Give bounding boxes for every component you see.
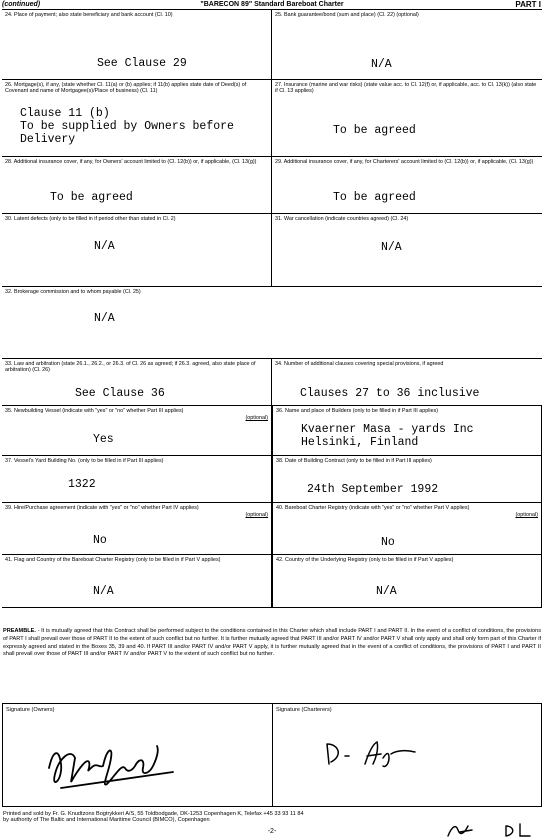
box-34-label: 34. Number of additional clauses covering special provisions, if agreed	[275, 361, 444, 367]
box-27-label: 27. Insurance (marine and war risks) (state value acc. to Cl. 12(f) or, if applicable, acc. to Cl. 13(k)) (also state if Cl. 13 applies)	[275, 82, 537, 95]
owners-signature-label: Signature (Owners)	[6, 707, 55, 713]
box-29-label: 29. Additional insurance cover, if any, for Charterers' account limited to (Cl. 12(b)) or, if applicable, (Cl. 13(g))	[275, 159, 534, 165]
box-41	[2, 555, 272, 608]
box-28-value: To be agreed	[50, 191, 133, 204]
box-24	[2, 10, 272, 79]
row-39-40	[2, 503, 542, 555]
row-33-34	[2, 359, 542, 406]
box-37-label: 37. Vessel's Yard Building No. (only to be filled in if Part III applies)	[5, 458, 164, 464]
box-35-value: Yes	[93, 433, 114, 446]
row-32	[2, 287, 542, 359]
box-30	[2, 214, 272, 286]
box-26-value: Clause 11 (b) To be supplied by Owners before Delivery	[20, 107, 234, 146]
box-38-value: 24th September 1992	[307, 483, 439, 496]
box-41-value: N/A	[93, 585, 114, 598]
box-37	[2, 456, 272, 502]
box-38-label: 38. Date of Building Contract (only to be filled in if Part III applies)	[276, 458, 432, 464]
box-40-label	[276, 505, 538, 518]
box-36-label: 36. Name and place of Builders (only to be filled in if Part III applies)	[276, 408, 439, 414]
box-32	[2, 287, 542, 358]
box-35	[2, 406, 272, 455]
preamble	[3, 628, 541, 659]
box-39-value: No	[93, 534, 107, 547]
box-25-label: 25. Bank guarantee/bond (sum and place) (Cl. 22) (optional)	[275, 12, 419, 18]
charterers-signature-box	[273, 704, 543, 806]
box-29-value: To be agreed	[333, 191, 416, 204]
box-27-value: To be agreed	[333, 124, 416, 137]
box-35-label	[5, 408, 268, 421]
box-30-value: N/A	[94, 240, 115, 253]
box-35-optional: (optional)	[245, 415, 268, 421]
box-36-value: Kvaerner Masa - yards Inc Helsinki, Finland	[301, 423, 474, 449]
row-24-25	[2, 10, 542, 80]
row-26-27	[2, 80, 542, 157]
box-39-label	[5, 505, 268, 518]
box-31-label: 31. War cancellation (indicate countries agreed) (Cl. 24)	[275, 216, 409, 222]
continued-label: (continued)	[2, 1, 41, 8]
preamble-heading: PREAMBLE.	[3, 628, 36, 634]
box-34-value: Clauses 27 to 36 inclusive	[300, 387, 480, 400]
page-number: -2-	[267, 828, 277, 835]
box-27	[272, 80, 542, 156]
box-25-value: N/A	[371, 58, 392, 71]
printer-footer	[3, 811, 304, 824]
box-30-label: 30. Latent defects (only to be filled in if period other than stated in Cl. 2)	[5, 216, 176, 222]
box-33	[2, 359, 272, 405]
charterers-signature-label: Signature (Charterers)	[276, 707, 332, 713]
box-40-value: No	[381, 536, 395, 549]
box-31	[272, 214, 542, 286]
owners-signature	[41, 728, 181, 798]
box-41-label: 41. Flag and Country of the Bareboat Charter Registry (only to be filled in if Part V applies)	[5, 557, 221, 563]
row-41-42	[2, 555, 542, 608]
initials	[440, 818, 540, 840]
box-24-value: See Clause 29	[97, 57, 187, 70]
preamble-text: - It is mutually agreed that this Contract shall be performed subject to the conditions contained in this Charter which shall include PART I and PART II. In the event of a conflict of conditions, the provisions of PART I shall prevail over those of PART II to the extent of such conflict but no further. It is further mutually agreed that PART III and/or PART IV and/or PART V shall only apply and shall only form part of this Charter if expressly agreed and stated in the Boxes 35, 39 and 40. If PART III and/or PART IV and/or PART V apply, it is further mutually agreed that in the event of a conflict of conditions, the provisions of PART I and PART II shall prevail over those of PART III and/or PART IV and/or PART V to the extent of such conflict but no further.	[3, 628, 541, 658]
box-31-value: N/A	[381, 241, 402, 254]
charterers-signature	[323, 734, 433, 774]
box-25	[272, 10, 542, 79]
signature-block	[2, 703, 542, 807]
row-28-29	[2, 157, 542, 214]
box-42-label: 42. Country of the Underlying Registry (only to be filled in if Part V applies)	[276, 557, 454, 563]
box-32-value: N/A	[94, 312, 115, 325]
box-36	[272, 406, 542, 455]
box-35-label-text: 35. Newbuilding Vessel (indicate with "yes" or "no" whether Part III applies)	[5, 408, 184, 414]
form-title: "BARECON 89" Standard Bareboat Charter	[200, 1, 344, 8]
box-37-value: 1322	[68, 478, 96, 491]
row-30-31	[2, 214, 542, 287]
row-35-36	[2, 406, 542, 456]
box-26	[2, 80, 272, 156]
box-39-optional: (optional)	[245, 512, 268, 518]
box-42	[272, 555, 542, 608]
box-38	[272, 456, 542, 502]
box-33-label: 33. Law and arbitration (state 26.1., 26.2., or 26.3. of Cl. 26 as agreed; if 26.3. agreed, also state place of arbitration) (Cl. 26)	[5, 361, 256, 374]
box-24-label: 24. Place of payment; also state beneficiary and bank account (Cl. 10)	[5, 12, 173, 18]
box-32-label: 32. Brokerage commission and to whom payable (Cl. 25)	[5, 289, 141, 295]
box-39	[2, 503, 272, 554]
part-label: PART I	[515, 0, 541, 9]
box-29	[272, 157, 542, 213]
box-28	[2, 157, 272, 213]
box-28-label: 28. Additional insurance cover, if any, for Owners' account limited to (Cl. 12(b)) or, if applicable, (Cl. 13(g))	[5, 159, 257, 165]
charter-boxes-grid	[2, 9, 542, 608]
box-26-label: 26. Mortgage(s), if any, (state whether Cl. 11(a) or (b) applies; if 11(b) applies state date of Deed(s) of Covenant and name of Mortgagee(s)/Place of business) (Cl. 11)	[5, 82, 247, 95]
row-37-38	[2, 456, 542, 503]
box-40-optional: (optional)	[515, 512, 538, 518]
box-42-value: N/A	[376, 585, 397, 598]
printer-line: Printed and sold by Fr. G. Knudtzons Bogtrykkeri A/S, 55 Toldbodgade, DK-1253 Copenhagen K, Telefax +45 33 93 11 84	[3, 811, 304, 817]
box-40	[272, 503, 542, 554]
box-34	[272, 359, 542, 405]
box-33-value: See Clause 36	[75, 387, 165, 400]
box-40-label-text: 40. Bareboat Charter Registry (indicate with "yes" or "no" whether Part V applies)	[276, 505, 470, 511]
owners-signature-box	[3, 704, 273, 806]
box-39-label-text: 39. Hire/Purchase agreement (indicate with "yes" or "no" whether Part IV applies)	[5, 505, 199, 511]
authority-line: by authority of The Baltic and International Maritime Council (BIMCO), Copenhagen	[3, 817, 210, 824]
